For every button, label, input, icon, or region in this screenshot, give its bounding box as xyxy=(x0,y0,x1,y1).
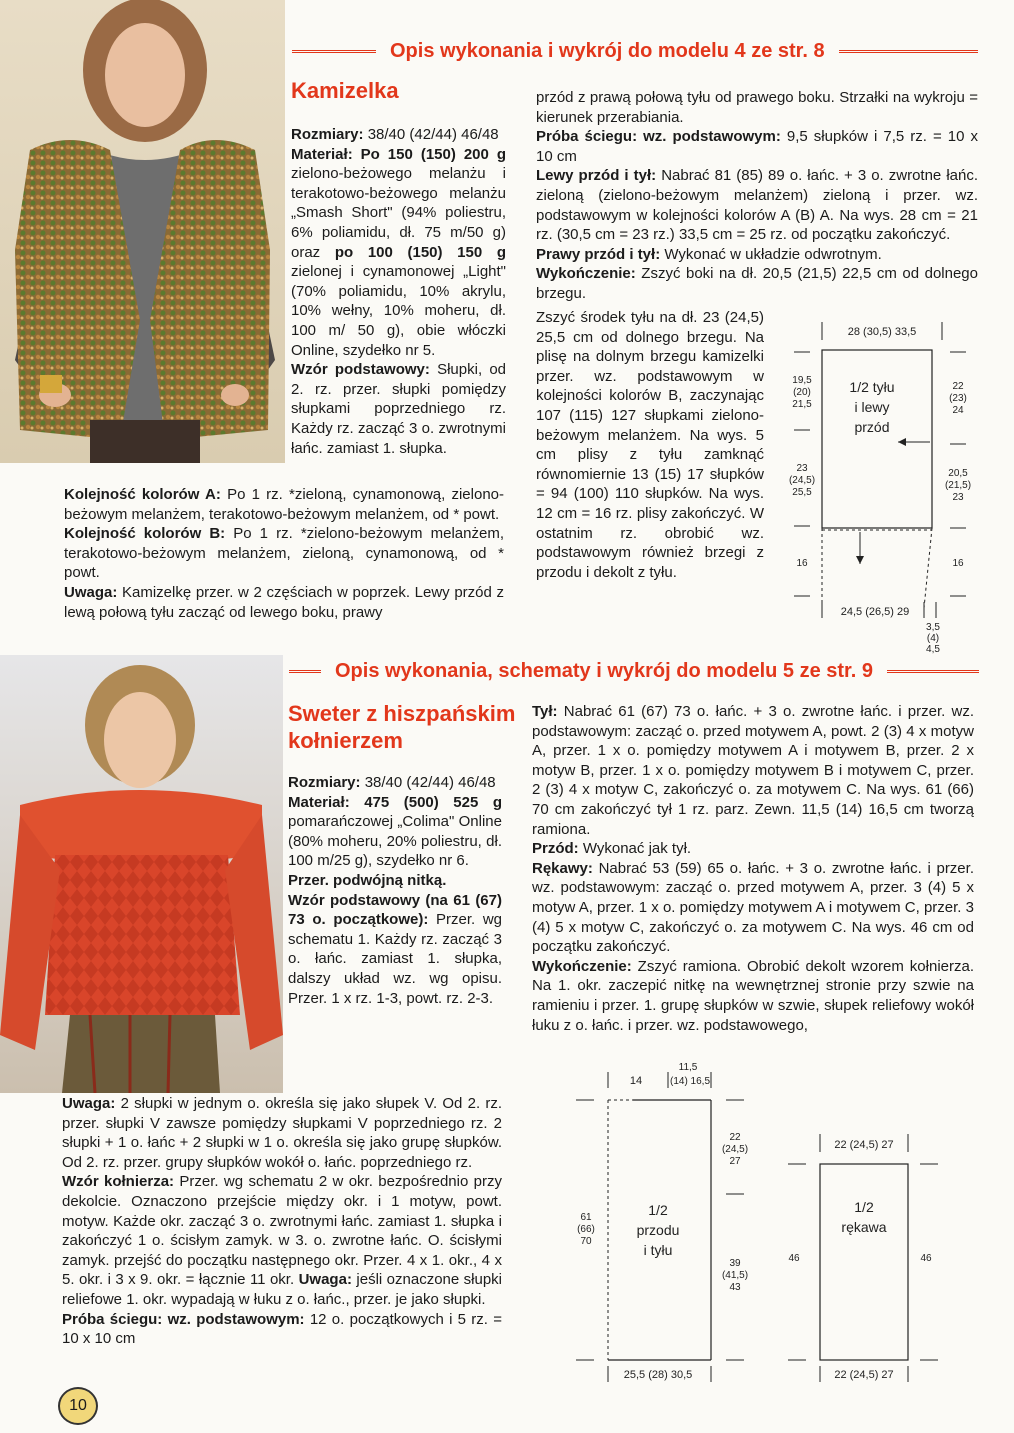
label-rozmiary-2: Rozmiary: xyxy=(288,774,361,791)
body-label-2: przodu xyxy=(636,1222,680,1238)
text-intro: przód z prawą połową tyłu od prawego boku. Strzałki na wykroju = kierunek przerabiania. xyxy=(536,89,978,126)
label-material-2: po 100 (150) 150 g xyxy=(334,243,506,261)
vest-label-1: 1/2 tyłu xyxy=(849,379,895,395)
sleeve-label-2: rękawa xyxy=(841,1219,887,1235)
body-left-3: 70 xyxy=(580,1236,592,1247)
section2-header xyxy=(289,660,979,683)
body-left-2: (66) xyxy=(577,1224,595,1235)
sleeve-left-dim: 46 xyxy=(788,1253,800,1264)
text-rekawy: Nabrać 53 (59) 65 o. łańc. + 3 o. zwrotne łańc. i przer. wz. podstawowym: zacząć o. przed motywem A, przer. 3 (4) 5 x motyw A, przer. 1 x o. pomiędzy motywem A i motywem C, przer. 3 (4) 5 x motyw C, zakończyć o. za motywem C. Na wys. 46 cm od początku zakończyć. xyxy=(532,859,974,956)
label-kolejnosc-b: Kolejność kolorów B: xyxy=(64,525,226,543)
section1-header xyxy=(292,40,978,63)
vest-model-illustration xyxy=(0,0,285,463)
text-uwaga-s2: 2 słupki w jednym o. określa się jako słupek V. Od 2. rz. przer. słupki V zawsze pomiędzy słupkami V poprzedniego rz. 2 słupki + 1 o. łańc + 2 słupki w 1 o. określa się jako grupę słupków. Od 2. rz. przer. grupy słupków wokół o. łańc. poprzedniego rz. xyxy=(62,1095,502,1171)
body-top-right-a: 11,5 xyxy=(678,1062,698,1073)
body-right-lower-1: 39 xyxy=(729,1258,741,1269)
label-uwaga: Uwaga: xyxy=(64,583,118,601)
value-rozmiary-2: 38/40 (42/44) 46/48 xyxy=(364,774,496,791)
photo-sweater-model xyxy=(0,655,283,1093)
header-rule-right xyxy=(839,50,978,53)
section2-right-column xyxy=(532,702,974,1035)
body-right-upper-3: 27 xyxy=(729,1156,741,1167)
text-material-2: zielonej i cynamonowej „Light" (70% poliamidu, 10% akrylu, 10% wełny, 10% moheru, dł. 100 m/ 50 g), obie włóczki Online, szydełko nr 5. xyxy=(291,263,506,359)
section2-header-text: Opis wykonania, schematy i wykrój do modelu 5 ze str. 9 xyxy=(335,660,873,682)
sweater-model-illustration xyxy=(0,655,283,1093)
vest-label-3: przód xyxy=(854,419,890,435)
body-label-1: 1/2 xyxy=(648,1202,668,1218)
text-wzor-s2: Przer. wg schematu 1. Każdy rz. zacząć 3 o. łańc. zamiast 1. słupka, dalszy układ wz. wg opisu. Przer. 1 x rz. 1-3, powt. rz. 2-3. xyxy=(288,911,502,1007)
body-right-lower-3: 43 xyxy=(729,1282,741,1293)
body-right-lower-2: (41,5) xyxy=(721,1270,749,1281)
sleeve-right-dim: 46 xyxy=(920,1253,932,1264)
vest-left-upper-3: 21,5 xyxy=(792,399,812,410)
page-number: 10 xyxy=(58,1387,98,1425)
section1-title: Kamizelka xyxy=(291,78,399,103)
text-uwaga2-s2: jeśli oznaczone słupki reliefowe 1. okr. wypadają w łuku z o. łańc., przer. je jako słupki. xyxy=(62,1271,503,1308)
vest-bottom-dim: 24,5 (26,5) 29 xyxy=(840,606,910,618)
label-wzor-kolnierza: Wzór kołnierza: xyxy=(62,1173,175,1191)
label-wykonczenie: Wykończenie: xyxy=(536,265,636,283)
text-kolejnosc-a: Po 1 rz. *zieloną, cynamonową, zielono-beżowym melanżem, terakotowo-beżowym melanżem, od * powt. xyxy=(64,486,505,523)
label-lewy: Lewy przód i tył: xyxy=(536,167,657,185)
vest-top-dim: 28 (30,5) 33,5 xyxy=(847,326,917,338)
text-proba-s2: 12 o. początkowych i 5 rz. = 10 x 10 cm xyxy=(62,1310,503,1348)
text-lewy: Nabrać 81 (85) 89 o. łańc. + 3 o. zwrotne łańc. zieloną (zielono-beżowym melanżem) zieloną i przer. wz. podstawowym w kolejności kolorów A (B) A. Na wys. 28 cm = 21 rz. (30,5 cm = 23 rz.) 33,5 cm = 25 rz. od początku zakończyć. xyxy=(536,167,979,244)
header2-rule-right xyxy=(887,670,979,673)
text-przod: Wykonać jak tył. xyxy=(582,840,692,858)
text-uwaga: Kamizelkę przer. w 2 częściach w poprzek. Lewy przód z lewą połową tyłu zacząć od lewego boku, prawy xyxy=(64,583,504,621)
section1-header-text: Opis wykonania i wykrój do modelu 4 ze str. 8 xyxy=(390,40,825,62)
body-bottom-dim: 25,5 (28) 30,5 xyxy=(623,1369,693,1381)
vest-right-middle-1: 20,5 xyxy=(948,468,968,479)
section2-title xyxy=(288,700,515,754)
vest-corner-1: 3,5 xyxy=(926,622,940,633)
label-wzor: Wzór podstawowy: xyxy=(291,361,430,379)
vest-left-middle-3: 25,5 xyxy=(792,487,812,498)
vest-right-middle-2: (21,5) xyxy=(944,480,972,491)
label-wykonczenie-s2: Wykończenie: xyxy=(532,957,632,975)
vest-left-upper-2: (20) xyxy=(793,387,811,398)
vest-label-2: i lewy xyxy=(854,399,890,415)
vest-corner-2: (4) xyxy=(926,633,940,644)
label-proba-s2: Próba ściegu: wz. podstawowym: xyxy=(62,1310,305,1328)
sleeve-bottom-dim: 22 (24,5) 27 xyxy=(834,1369,894,1381)
label-proba: Próba ściegu: wz. podstawowym: xyxy=(536,128,781,146)
sleeve-schematic xyxy=(780,1128,960,1388)
label-tyl: Tył: xyxy=(532,703,558,720)
text-proba: 9,5 słupków i 7,5 rz. = 10 x 10 cm xyxy=(536,128,978,165)
vest-left-middle-1: 23 xyxy=(796,463,808,474)
value-rozmiary: 38/40 (42/44) 46/48 xyxy=(367,126,499,143)
sleeve-label-1: 1/2 xyxy=(854,1199,874,1215)
text-kolejnosc-b: Po 1 rz. *zielono-beżowym melanżem, terakotowo-beżowym melanżem, zieloną, cynamonową, od * powt. xyxy=(64,525,504,582)
body-right-upper-2: (24,5) xyxy=(721,1144,749,1155)
label-material-s2: Materiał: 475 (500) 525 g xyxy=(288,793,502,811)
vest-left-upper-1: 19,5 xyxy=(792,375,812,386)
vest-right-upper-3: 24 xyxy=(952,405,964,416)
label-prawy: Prawy przód i tył: xyxy=(536,245,661,263)
section1-right-column-narrow xyxy=(536,308,764,582)
label-kolejnosc-a: Kolejność kolorów A: xyxy=(64,486,221,503)
text-wykonczenie-2: Zszyć środek tyłu na dł. 23 (24,5) 25,5 cm od dolnego brzegu. Na plisę na dolnym brzegu kamizelki przer. wz. podstawowym w kolejności kolorów B, zaczynając 107 (115) 127 słupkami zielono-beżowym melanżem. Na wys. 5 cm plisy z tyłu zamknąć równomiernie 13 (15) 17 słupków = 94 (100) 110 słupków. Na wys. 12 cm = 16 rz. plisy zakończyć. W ostatnim rz. obrobić wz. podstawowym również brzegi z przodu i dekolt z tyłu. xyxy=(536,309,764,581)
text-material-s2: pomarańczowej „Colima" Online (80% moheru, 20% poliestru, dł. 100 m/25 g), szydełko nr 6. xyxy=(288,813,502,870)
text-tyl: Nabrać 61 (67) 73 o. łańc. + 3 o. zwrotne łańc. i przer. wz. podstawowym: zacząć o. przed motywem A, powt. 2 (3) 4 x motyw A, przer. 1 x o. pomiędzy motywem A i motywem B, przer. 2 x motyw B, przer. 1 x o. pomiędzy motywem B i motywem C, przer. 2 (3) 4 x motyw C, zakończyć o. za motywem C. Na wys. 61 (66) 70 cm zakończyć tył 1 rz. parz. Zewn. 11,5 (14) 16,5 cm tworzą ramiona. xyxy=(532,703,975,838)
body-left-1: 61 xyxy=(580,1212,592,1223)
body-top-left: 14 xyxy=(629,1075,643,1087)
header-rule-left xyxy=(292,50,376,53)
label-material: Materiał: Po 150 (150) 200 g xyxy=(291,145,506,163)
photo-vest-model xyxy=(0,0,285,463)
text-wykonczenie-1: Zszyć boki na dł. 20,5 (21,5) 22,5 cm od dolnego brzegu. xyxy=(536,265,978,302)
label-rozmiary: Rozmiary: xyxy=(291,126,364,143)
vest-right-lower: 16 xyxy=(952,558,964,569)
vest-corner-3: 4,5 xyxy=(926,644,940,655)
body-label-3: i tyłu xyxy=(643,1242,673,1258)
vest-left-lower: 16 xyxy=(796,558,808,569)
label-wzor-s2: Wzór podstawowy (na 61 (67) 73 o. początkowe): xyxy=(288,891,502,929)
label-przer: Przer. podwójną nitką. xyxy=(288,871,447,889)
header2-rule-left xyxy=(289,670,321,673)
text-wzor-kolnierza: Przer. wg schematu 2 w okr. bezpośrednio przy dekolcie. Oznaczono przejście między okr. i 1 motyw, powt. motyw. Każde okr. zacząć 3 o. zwrotnymi łańc. zamiast 1. słupka i zakończyć 1 o. ścisłym zamyk. w 3. o. zwrotne łańc. O. ścisłymi zamyk. przejść do początku następnego okr. Przer. 4 x 1. okr., 4 x 5. okr. i 3 x 9. okr. = łącznie 11 okr. xyxy=(62,1173,502,1289)
body-schematic xyxy=(570,1058,750,1388)
section1-left-column xyxy=(291,125,506,458)
vest-right-upper-2: (23) xyxy=(949,393,967,404)
section2-left-column-lower xyxy=(62,1094,502,1349)
label-przod: Przód: xyxy=(532,840,579,858)
text-wykonczenie-s2: Zszyć ramiona. Obrobić dekolt wzorem kołnierza. Na 1. okr. zaczepić nitkę na wewnętrznej stronie przy szwie na ramieniu i przer. 1. grupę słupków w szwie, słupek reliefowy wokół łuku z o. łańc. i przer. wz. podstawowego, xyxy=(532,957,974,1034)
section2-left-column xyxy=(288,773,502,1008)
vest-schematic xyxy=(780,318,980,658)
sleeve-top-dim: 22 (24,5) 27 xyxy=(834,1139,894,1151)
body-top-right-b: (14) 16,5 xyxy=(669,1076,711,1087)
label-rekawy: Rękawy: xyxy=(532,859,593,877)
text-wzor: Słupki, od 2. rz. przer. słupki pomiędzy słupkami poprzedniego rz. Każdy rz. zacząć 3 o. zwrotnymi łańc. zamiast 1. słupka. xyxy=(291,361,507,457)
section1-left-column-lower xyxy=(64,485,504,622)
label-uwaga-s2: Uwaga: xyxy=(62,1095,116,1112)
section2-title-line1: Sweter z hiszpańskim xyxy=(288,701,516,726)
section1-right-column xyxy=(536,88,978,304)
text-prawy: Wykonać w układzie odwrotnym. xyxy=(664,245,882,263)
label-uwaga2-s2: Uwaga: xyxy=(298,1271,352,1289)
body-right-upper-1: 22 xyxy=(729,1132,741,1143)
vest-right-middle-3: 23 xyxy=(952,492,964,503)
section2-title-line2: kołnierzem xyxy=(288,728,403,753)
text-material: zielono-beżowego melanżu i terakotowo-beżowego melanżu „Smash Short" (94% poliestru, 6% poliamidu, dł. 75 m/50 g) oraz xyxy=(291,165,506,261)
vest-left-middle-2: (24,5) xyxy=(788,475,816,486)
vest-right-upper-1: 22 xyxy=(952,381,964,392)
